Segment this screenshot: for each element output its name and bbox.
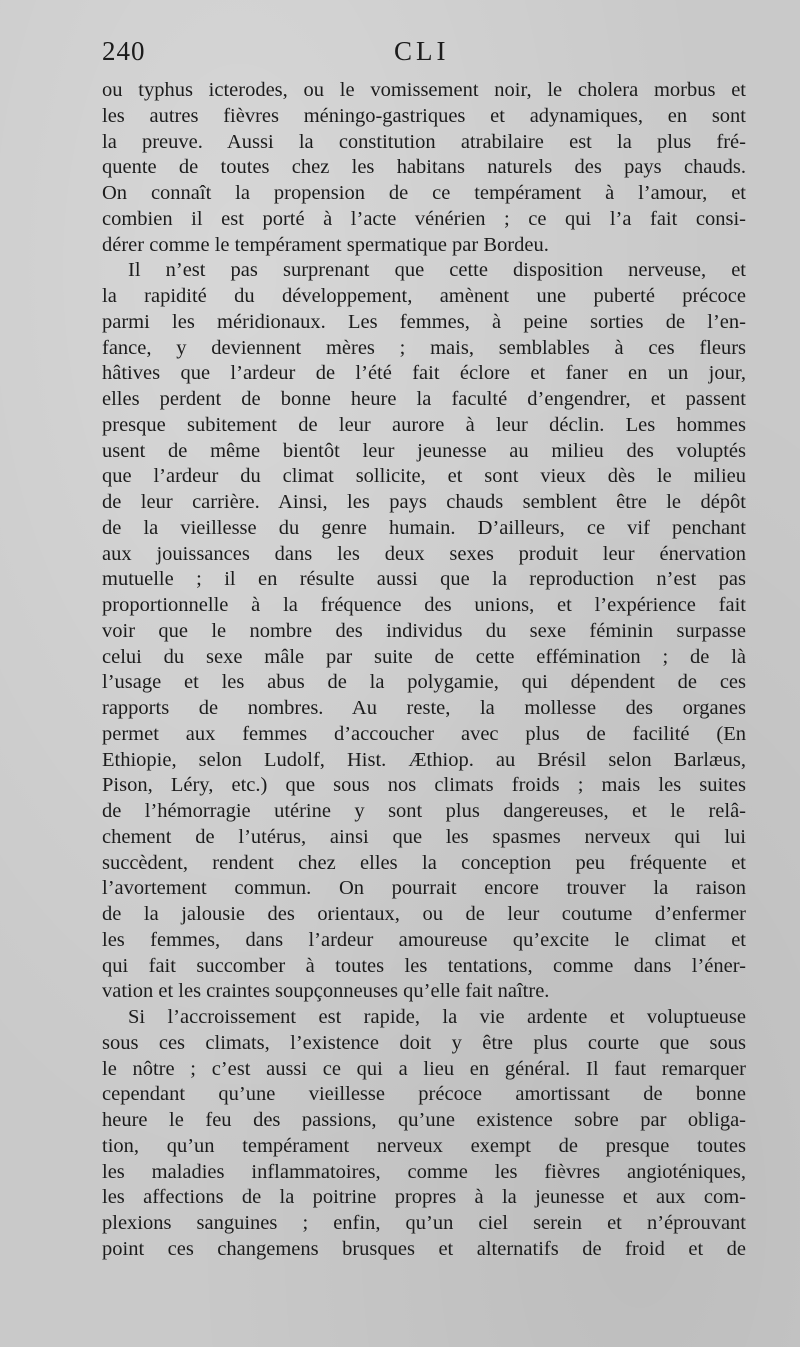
paragraph [102, 1005, 746, 1263]
body-text [102, 78, 746, 1263]
text-line: Pison, Léry, etc.) que sous nos climats froids ; mais les suites [102, 774, 746, 797]
text-line: proportionnelle à la fréquence des unions, et l’expérience fait [102, 594, 746, 616]
text-line: heure le feu des passions, qu’une existence sobre par obliga- [102, 1109, 746, 1131]
text-line: vation et les craintes soupçonneuses qu’elle fait naître. [102, 980, 550, 1003]
text-line: chement de l’utérus, ainsi que les spasmes nerveux qui lui [102, 825, 746, 848]
text-line: On connaît la propension de ce tempérament à l’amour, et [102, 182, 746, 204]
text-line: Si l’accroissement est rapide, la vie ardente et voluptueuse [128, 1006, 746, 1028]
text-line: dérer comme le tempérament spermatique par Bordeu. [102, 233, 549, 256]
text-line: plexions sanguines ; enfin, qu’un ciel serein et n’éprouvant [102, 1212, 746, 1234]
text-line: presque subitement de leur aurore à leur déclin. Les hommes [102, 413, 746, 436]
text-line: elles perdent de bonne heure la faculté d’engendrer, et passent [102, 388, 746, 410]
text-line: l’avortement commun. On pourrait encore trouver la raison [102, 877, 746, 900]
text-line: rapports de nombres. Au reste, la mollesse des organes [102, 697, 746, 719]
text-line: cependant qu’une vieillesse précoce amortissant de bonne [102, 1083, 746, 1106]
text-line: mutuelle ; il en résulte aussi que la reproduction n’est pas [102, 568, 746, 591]
paragraph [102, 258, 746, 1005]
text-line: la preuve. Aussi la constitution atrabilaire est la plus fré- [102, 130, 746, 153]
text-line: les autres fièvres méningo-gastriques et adynamiques, en sont [102, 104, 746, 127]
text-line: les femmes, dans l’ardeur amoureuse qu’excite le climat et [102, 928, 746, 951]
text-line: Ethiopie, selon Ludolf, Hist. Æthiop. au Brésil selon Barlæus, [102, 748, 746, 771]
text-line: qui fait succomber à toutes les tentations, comme dans l’éner- [102, 954, 746, 977]
running-head: CLI [394, 36, 450, 66]
text-line: ou typhus icterodes, ou le vomissement noir, le cholera morbus et [102, 79, 746, 101]
text-line: de l’hémorragie utérine y sont plus dangereuses, et le relâ- [102, 800, 746, 822]
text-line: hâtives que l’ardeur de l’été fait éclore et faner en un jour, [102, 362, 746, 385]
text-line: aux jouissances dans les deux sexes produit leur énervation [102, 542, 746, 565]
text-line: celui du sexe mâle par suite de cette effémination ; de là [102, 645, 746, 668]
text-line: Il n’est pas surprenant que cette disposition nerveuse, et [128, 259, 746, 282]
text-line: de leur carrière. Ainsi, les pays chauds semblent être le dépôt [102, 491, 746, 513]
text-line: que l’ardeur du climat sollicite, et sont vieux dès le milieu [102, 465, 746, 488]
text-line: combien il est porté à l’acte vénérien ; ce qui l’a fait consi- [102, 207, 746, 230]
page-number: 240 [102, 36, 146, 66]
text-line: le nôtre ; c’est aussi ce qui a lieu en général. Il faut remarquer [102, 1057, 746, 1080]
text-line: les maladies inflammatoires, comme les fièvres angioténiques, [102, 1160, 746, 1183]
text-line: de la vieillesse du genre humain. D’ailleurs, ce vif penchant [102, 516, 746, 539]
text-line: usent de même bientôt leur jeunesse au milieu des voluptés [102, 439, 746, 462]
text-line: voir que le nombre des individus du sexe féminin surpasse [102, 619, 746, 642]
text-line: fance, y deviennent mères ; mais, semblables à ces fleurs [102, 336, 746, 359]
text-line: permet aux femmes d’accoucher avec plus de facilité (En [102, 722, 746, 745]
text-line: l’usage et les abus de la polygamie, qui dépendent de ces [102, 671, 746, 694]
page-header [0, 36, 800, 72]
text-line: parmi les méridionaux. Les femmes, à peine sorties de l’en- [102, 310, 746, 333]
text-line: sous ces climats, l’existence doit y être plus courte que sous [102, 1031, 746, 1054]
text-line: de la jalousie des orientaux, ou de leur coutume d’enfermer [102, 903, 746, 925]
text-line: les affections de la poitrine propres à la jeunesse et aux com- [102, 1186, 746, 1209]
text-line: succèdent, rendent chez elles la conception peu fréquente et [102, 851, 746, 874]
text-line: quente de toutes chez les habitans naturels des pays chauds. [102, 156, 746, 179]
paragraph [102, 78, 746, 258]
text-line: point ces changemens brusques et alternatifs de froid et de [102, 1237, 746, 1260]
text-line: tion, qu’un tempérament nerveux exempt de presque toutes [102, 1134, 746, 1157]
text-line: la rapidité du développement, amènent une puberté précoce [102, 285, 746, 307]
